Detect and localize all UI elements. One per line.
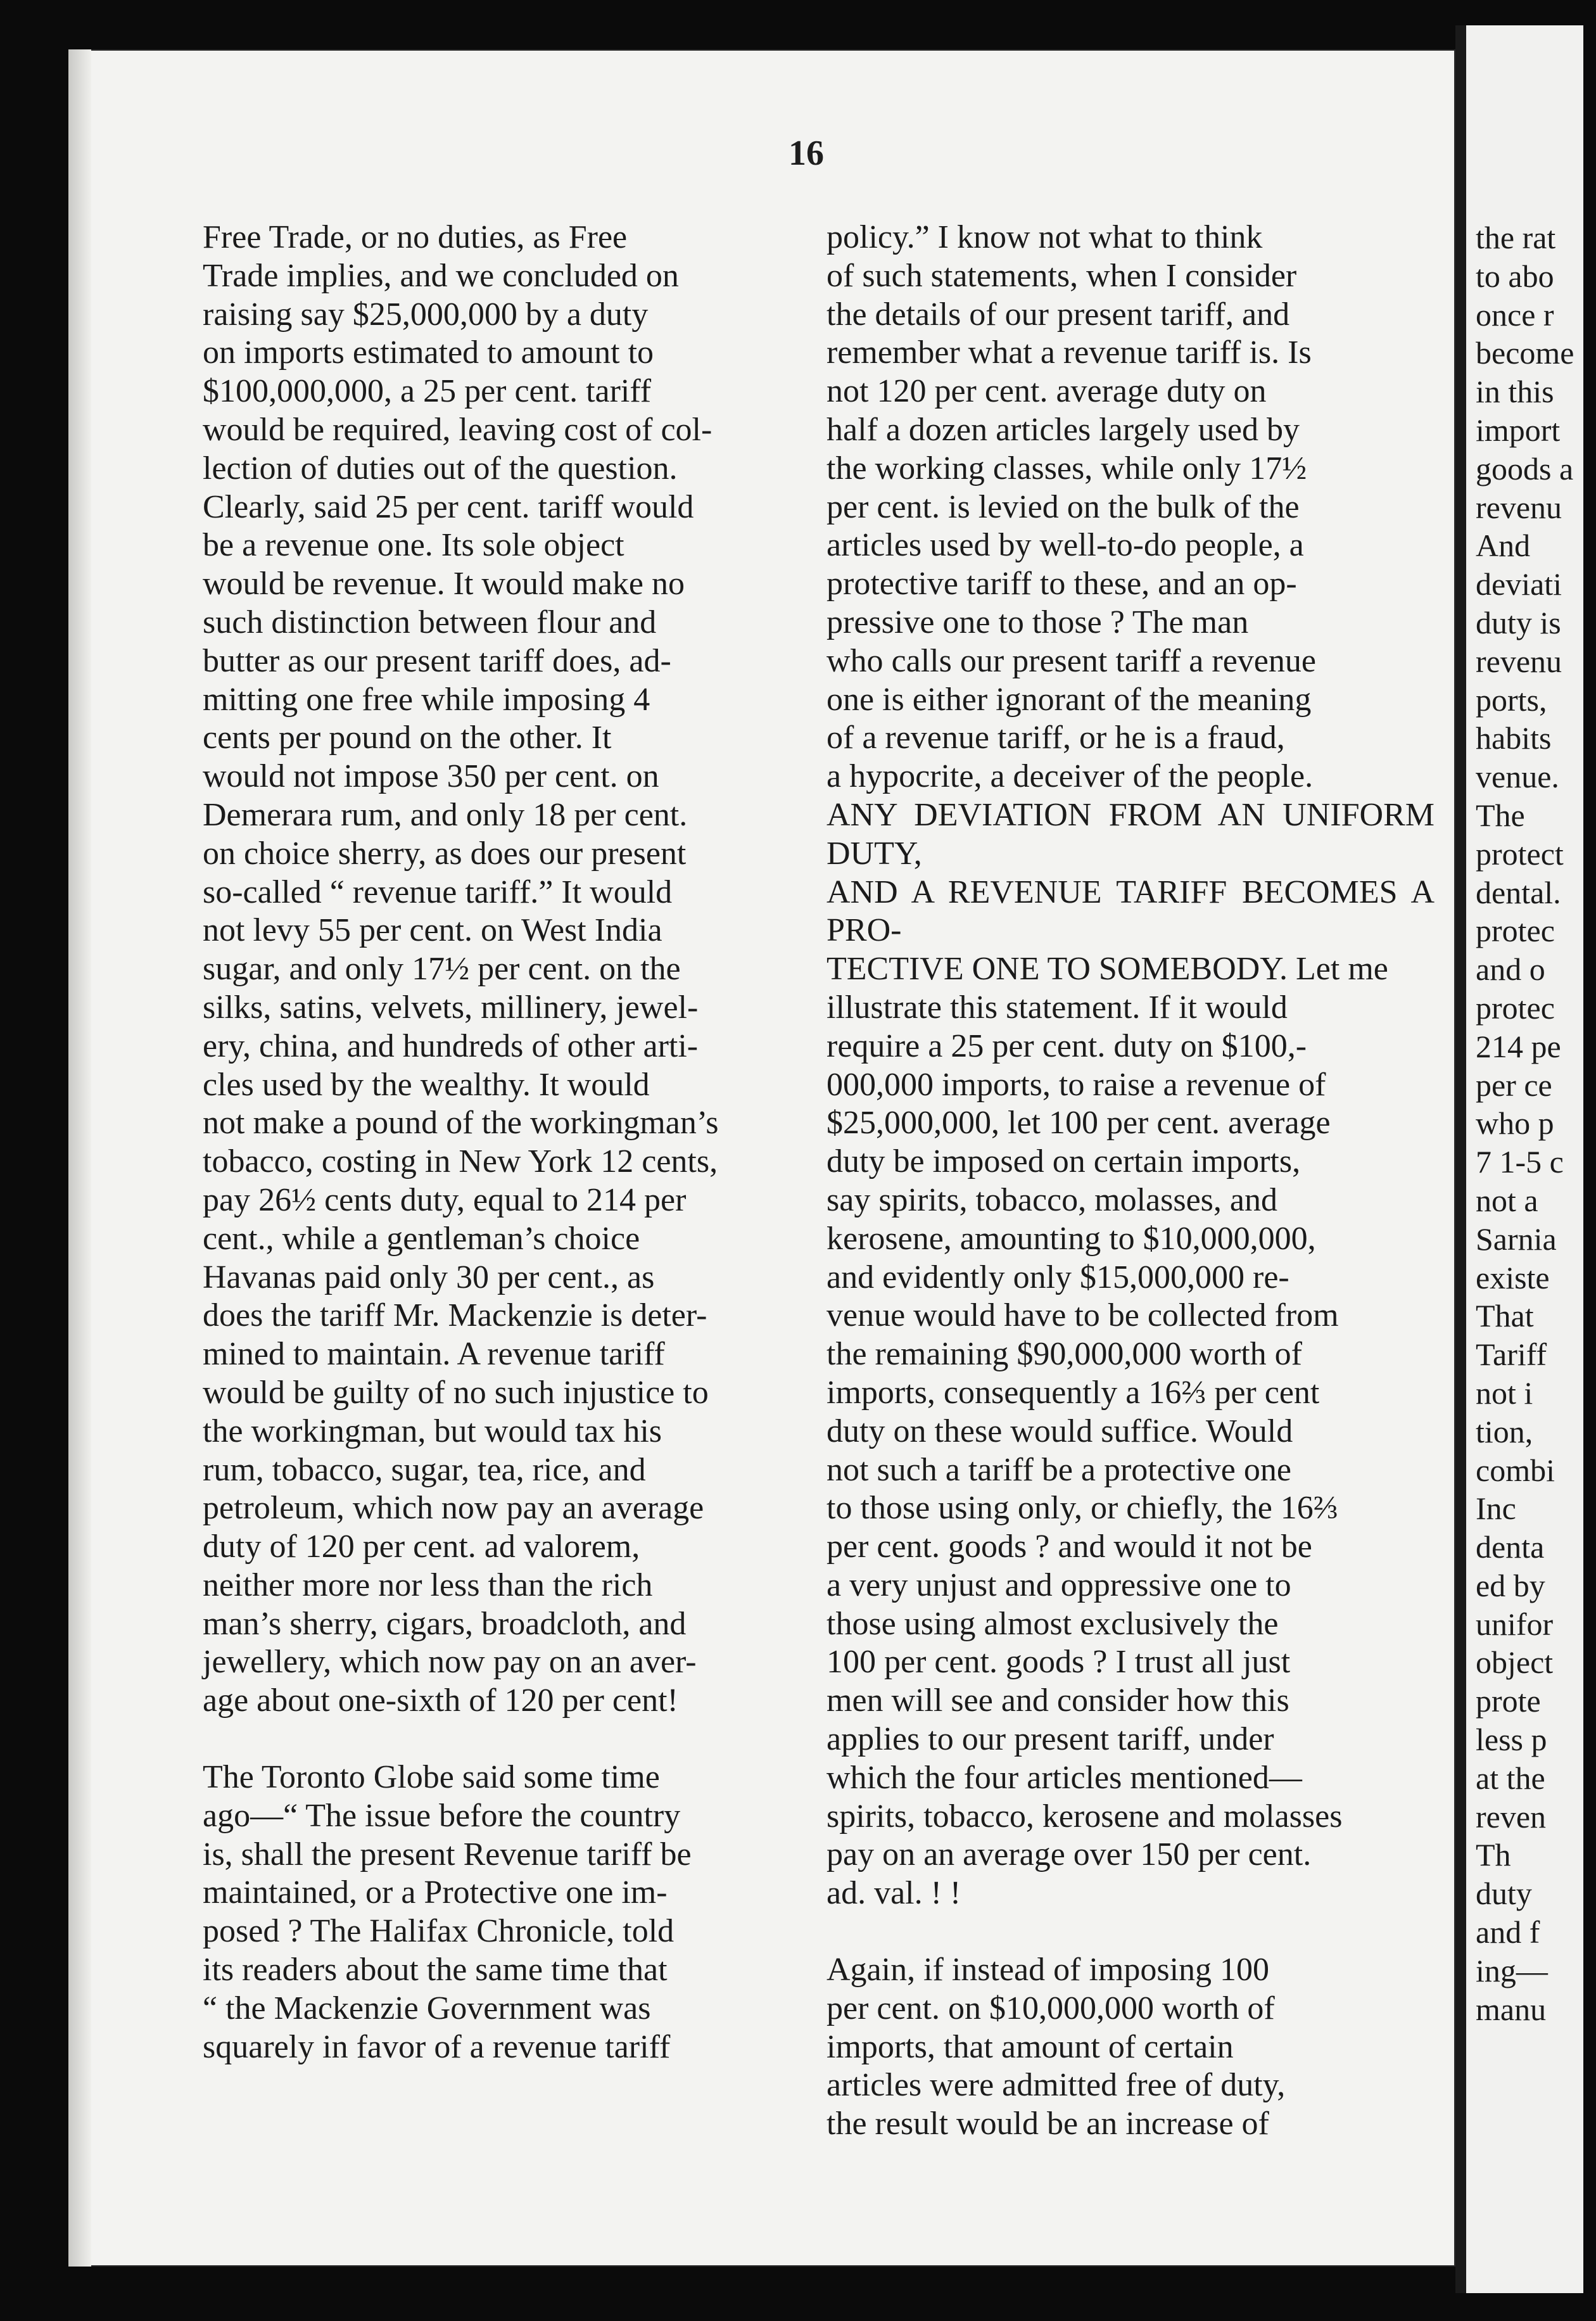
text-line: less p [1476, 1722, 1547, 1758]
text-line: would be required, leaving cost of col- [203, 411, 712, 448]
text-line: in this [1476, 374, 1554, 410]
text-line: who calls our present tariff a revenue [826, 642, 1316, 679]
text-line: those using almost exclusively the [826, 1605, 1279, 1642]
paragraph [203, 1758, 812, 2066]
text-line: Trade implies, and we concluded on [203, 257, 679, 294]
text-line: posed ? The Halifax Chronicle, told [203, 1913, 674, 1950]
text-line: such distinction between flour and [203, 604, 657, 640]
text-line: one is either ignorant of the meaning [826, 681, 1312, 718]
text-line: The [1476, 797, 1525, 833]
text-line: and o [1476, 951, 1545, 988]
text-line: per cent. on $10,000,000 worth of [826, 1990, 1275, 2026]
text-line: neither more nor less than the rich [203, 1567, 653, 1603]
text-line: not levy 55 per cent. on West India [203, 912, 662, 949]
text-line: And [1476, 528, 1531, 564]
text-line: cent., while a gentleman’s choice [203, 1220, 640, 1257]
text-line: unifor [1476, 1606, 1554, 1642]
text-line: become [1476, 335, 1574, 371]
page-number: 16 [788, 134, 824, 173]
text-line: $25,000,000, let 100 per cent. average [826, 1105, 1331, 1141]
text-line: mined to maintain. A revenue tariff [203, 1336, 665, 1373]
text-line: not a [1476, 1182, 1538, 1218]
middle-column [826, 219, 1434, 2144]
text-line: spirits, tobacco, kerosene and molasses [826, 1798, 1343, 1835]
text-line: would not impose 350 per cent. on [203, 758, 659, 795]
text-line: not i [1476, 1375, 1533, 1411]
paragraph [203, 219, 812, 1720]
text-line: rum, tobacco, sugar, tea, rice, and [203, 1451, 646, 1488]
text-line: the details of our present tariff, and [826, 296, 1290, 333]
text-line: revenu [1476, 643, 1562, 679]
text-line: Havanas paid only 30 per cent., as [203, 1259, 655, 1295]
text-line: which the four articles mentioned— [826, 1759, 1302, 1796]
text-line: remember what a revenue tariff is. Is [826, 334, 1312, 371]
text-line: tion, [1476, 1413, 1533, 1449]
text-line: of such statements, when I consider [826, 257, 1297, 294]
text-line: venue would have to be collected from [826, 1297, 1339, 1334]
text-line: reven [1476, 1798, 1547, 1835]
text-line: 000,000 imports, to raise a revenue of [826, 1066, 1326, 1103]
text-line: “ the Mackenzie Government was [203, 1990, 651, 2026]
text-line: Demerara rum, and only 18 per cent. [203, 796, 688, 833]
text-line: say spirits, tobacco, molasses, and [826, 1181, 1277, 1218]
text-line: pressive one to those ? The man [826, 604, 1249, 640]
text-line: dental. [1476, 874, 1561, 910]
text-line: ery, china, and hundreds of other arti- [203, 1027, 699, 1064]
text-line: to those using only, or chiefly, the 16⅔ [826, 1490, 1338, 1527]
text-line: $100,000,000, a 25 per cent. tariff [203, 373, 652, 410]
text-line: would be revenue. It would make no [203, 566, 685, 602]
text-line: AND A REVENUE TARIFF BECOMES A PRO- [826, 874, 1434, 949]
text-line: duty [1476, 1876, 1532, 1912]
text-line: half a dozen articles largely used by [826, 411, 1300, 448]
text-line: a very unjust and oppressive one to [826, 1567, 1291, 1603]
text-line: 7 1-5 c [1476, 1144, 1564, 1180]
text-line: ed by [1476, 1567, 1545, 1603]
text-line: per cent. is levied on the bulk of the [826, 488, 1300, 525]
text-line: existe [1476, 1259, 1550, 1295]
text-line: import [1476, 412, 1561, 448]
text-line: 100 per cent. goods ? I trust all just [826, 1644, 1291, 1681]
text-line: so-called “ revenue tariff.” It would [203, 874, 673, 910]
text-line: goods a [1476, 450, 1574, 486]
text-line: illustrate this statement. If it would [826, 989, 1288, 1026]
text-line: sugar, and only 17½ per cent. on the [203, 951, 681, 988]
text-line: ANY DEVIATION FROM AN UNIFORM DUTY, [826, 796, 1434, 872]
text-line: not such a tariff be a protective one [826, 1451, 1291, 1488]
text-line: lection of duties out of the question. [203, 450, 678, 486]
text-line: the rat [1476, 220, 1556, 255]
text-line: be a revenue one. Its sole object [203, 527, 624, 564]
text-line: on choice sherry, as does our present [203, 835, 687, 872]
text-line: the remaining $90,000,000 worth of [826, 1336, 1302, 1373]
text-line: tobacco, costing in New York 12 cents, [203, 1143, 718, 1180]
text-line: the workingman, but would tax his [203, 1413, 662, 1449]
text-line: and f [1476, 1914, 1540, 1950]
text-line: cents per pound on the other. It [203, 720, 612, 756]
text-line: squarely in favor of a revenue tariff [203, 2028, 671, 2065]
text-line: The Toronto Globe said some time [203, 1759, 660, 1796]
text-line: and evidently only $15,000,000 re- [826, 1259, 1289, 1295]
text-line: mitting one free while imposing 4 [203, 681, 650, 718]
text-line: revenu [1476, 489, 1562, 525]
text-line: prote [1476, 1683, 1541, 1719]
text-line: kerosene, amounting to $10,000,000, [826, 1220, 1316, 1257]
text-line: Inc [1476, 1491, 1516, 1527]
text-line: on imports estimated to amount to [203, 334, 654, 371]
text-line: articles were admitted free of duty, [826, 2067, 1286, 2104]
text-line: require a 25 per cent. duty on $100,- [826, 1027, 1307, 1064]
text-line: applies to our present tariff, under [826, 1721, 1274, 1758]
text-line: TECTIVE ONE TO SOMEBODY. Let me [826, 951, 1388, 988]
text-line: duty be imposed on certain imports, [826, 1143, 1301, 1180]
text-line: not make a pound of the workingman’s [203, 1105, 719, 1141]
text-line: who p [1476, 1105, 1554, 1141]
text-line: petroleum, which now pay an average [203, 1490, 704, 1527]
paragraph [826, 219, 1434, 1913]
text-line: imports, that amount of certain [826, 2028, 1234, 2065]
text-line: pay 26½ cents duty, equal to 214 per [203, 1181, 687, 1218]
text-line: deviati [1476, 566, 1562, 602]
text-line: per ce [1476, 1067, 1552, 1103]
text-line: men will see and consider how this [826, 1682, 1289, 1719]
text-line: That [1476, 1298, 1534, 1334]
text-line: ports, [1476, 682, 1547, 718]
text-line: denta [1476, 1529, 1545, 1565]
text-line: Again, if instead of imposing 100 [826, 1952, 1270, 1988]
text-line: habits [1476, 720, 1552, 756]
text-line: Th [1476, 1837, 1511, 1873]
text-line: jewellery, which now pay on an aver- [203, 1644, 697, 1681]
text-line: protective tariff to these, and an op- [826, 566, 1297, 602]
text-line: the result would be an increase of [826, 2106, 1269, 2142]
text-line: Tariff [1476, 1337, 1547, 1373]
text-line: object [1476, 1644, 1554, 1681]
text-line: manu [1476, 1991, 1547, 2027]
text-line: policy.” I know not what to think [826, 219, 1263, 255]
text-line: duty of 120 per cent. ad valorem, [203, 1529, 640, 1565]
text-line: ago—“ The issue before the country [203, 1797, 681, 1834]
text-line: Clearly, said 25 per cent. tariff would [203, 488, 694, 525]
text-line: pay on an average over 150 per cent. [826, 1836, 1312, 1873]
text-line: the working classes, while only 17½ [826, 450, 1307, 486]
text-line: articles used by well-to-do people, a [826, 527, 1304, 564]
text-line: Free Trade, or no duties, as Free [203, 219, 628, 255]
text-line: Sarnia [1476, 1221, 1557, 1257]
text-line: butter as our present tariff does, ad- [203, 642, 671, 679]
text-line: man’s sherry, cigars, broadcloth, and [203, 1605, 687, 1642]
text-line: ad. val. ! ! [826, 1875, 961, 1912]
text-line: protec [1476, 989, 1555, 1026]
text-line: 214 pe [1476, 1028, 1561, 1064]
text-line: maintained, or a Protective one im- [203, 1874, 668, 1911]
text-line: raising say $25,000,000 by a duty [203, 296, 649, 333]
text-line: venue. [1476, 759, 1559, 795]
text-line: is, shall the present Revenue tariff be [203, 1836, 692, 1873]
text-line: to abo [1476, 258, 1554, 294]
text-line: ing— [1476, 1952, 1548, 1988]
text-line: protect [1476, 836, 1564, 872]
left-column [203, 219, 812, 2066]
paragraph [826, 1951, 1434, 2144]
page-gutter [1455, 25, 1466, 2293]
text-line: per cent. goods ? and would it not be [826, 1529, 1312, 1565]
text-line: protec [1476, 913, 1555, 949]
text-line: does the tariff Mr. Mackenzie is deter- [203, 1297, 707, 1334]
text-line: once r [1476, 296, 1554, 333]
text-line: a hypocrite, a deceiver of the people. [826, 758, 1314, 795]
text-line: imports, consequently a 16⅔ per cent [826, 1374, 1320, 1411]
text-line: of a revenue tariff, or he is a fraud, [826, 720, 1285, 756]
right-column-partial [1476, 219, 1596, 2028]
text-line: combi [1476, 1452, 1555, 1488]
text-line: duty on these would suffice. Would [826, 1413, 1293, 1449]
text-line: would be guilty of no such injustice to [203, 1374, 709, 1411]
text-line: not 120 per cent. average duty on [826, 373, 1267, 410]
text-line: duty is [1476, 604, 1561, 640]
text-line: cles used by the wealthy. It would [203, 1066, 650, 1103]
text-line: its readers about the same time that [203, 1952, 668, 1988]
text-line: at the [1476, 1760, 1545, 1796]
text-line: silks, satins, velvets, millinery, jewel- [203, 989, 699, 1026]
text-line: age about one-sixth of 120 per cent! [203, 1682, 678, 1719]
